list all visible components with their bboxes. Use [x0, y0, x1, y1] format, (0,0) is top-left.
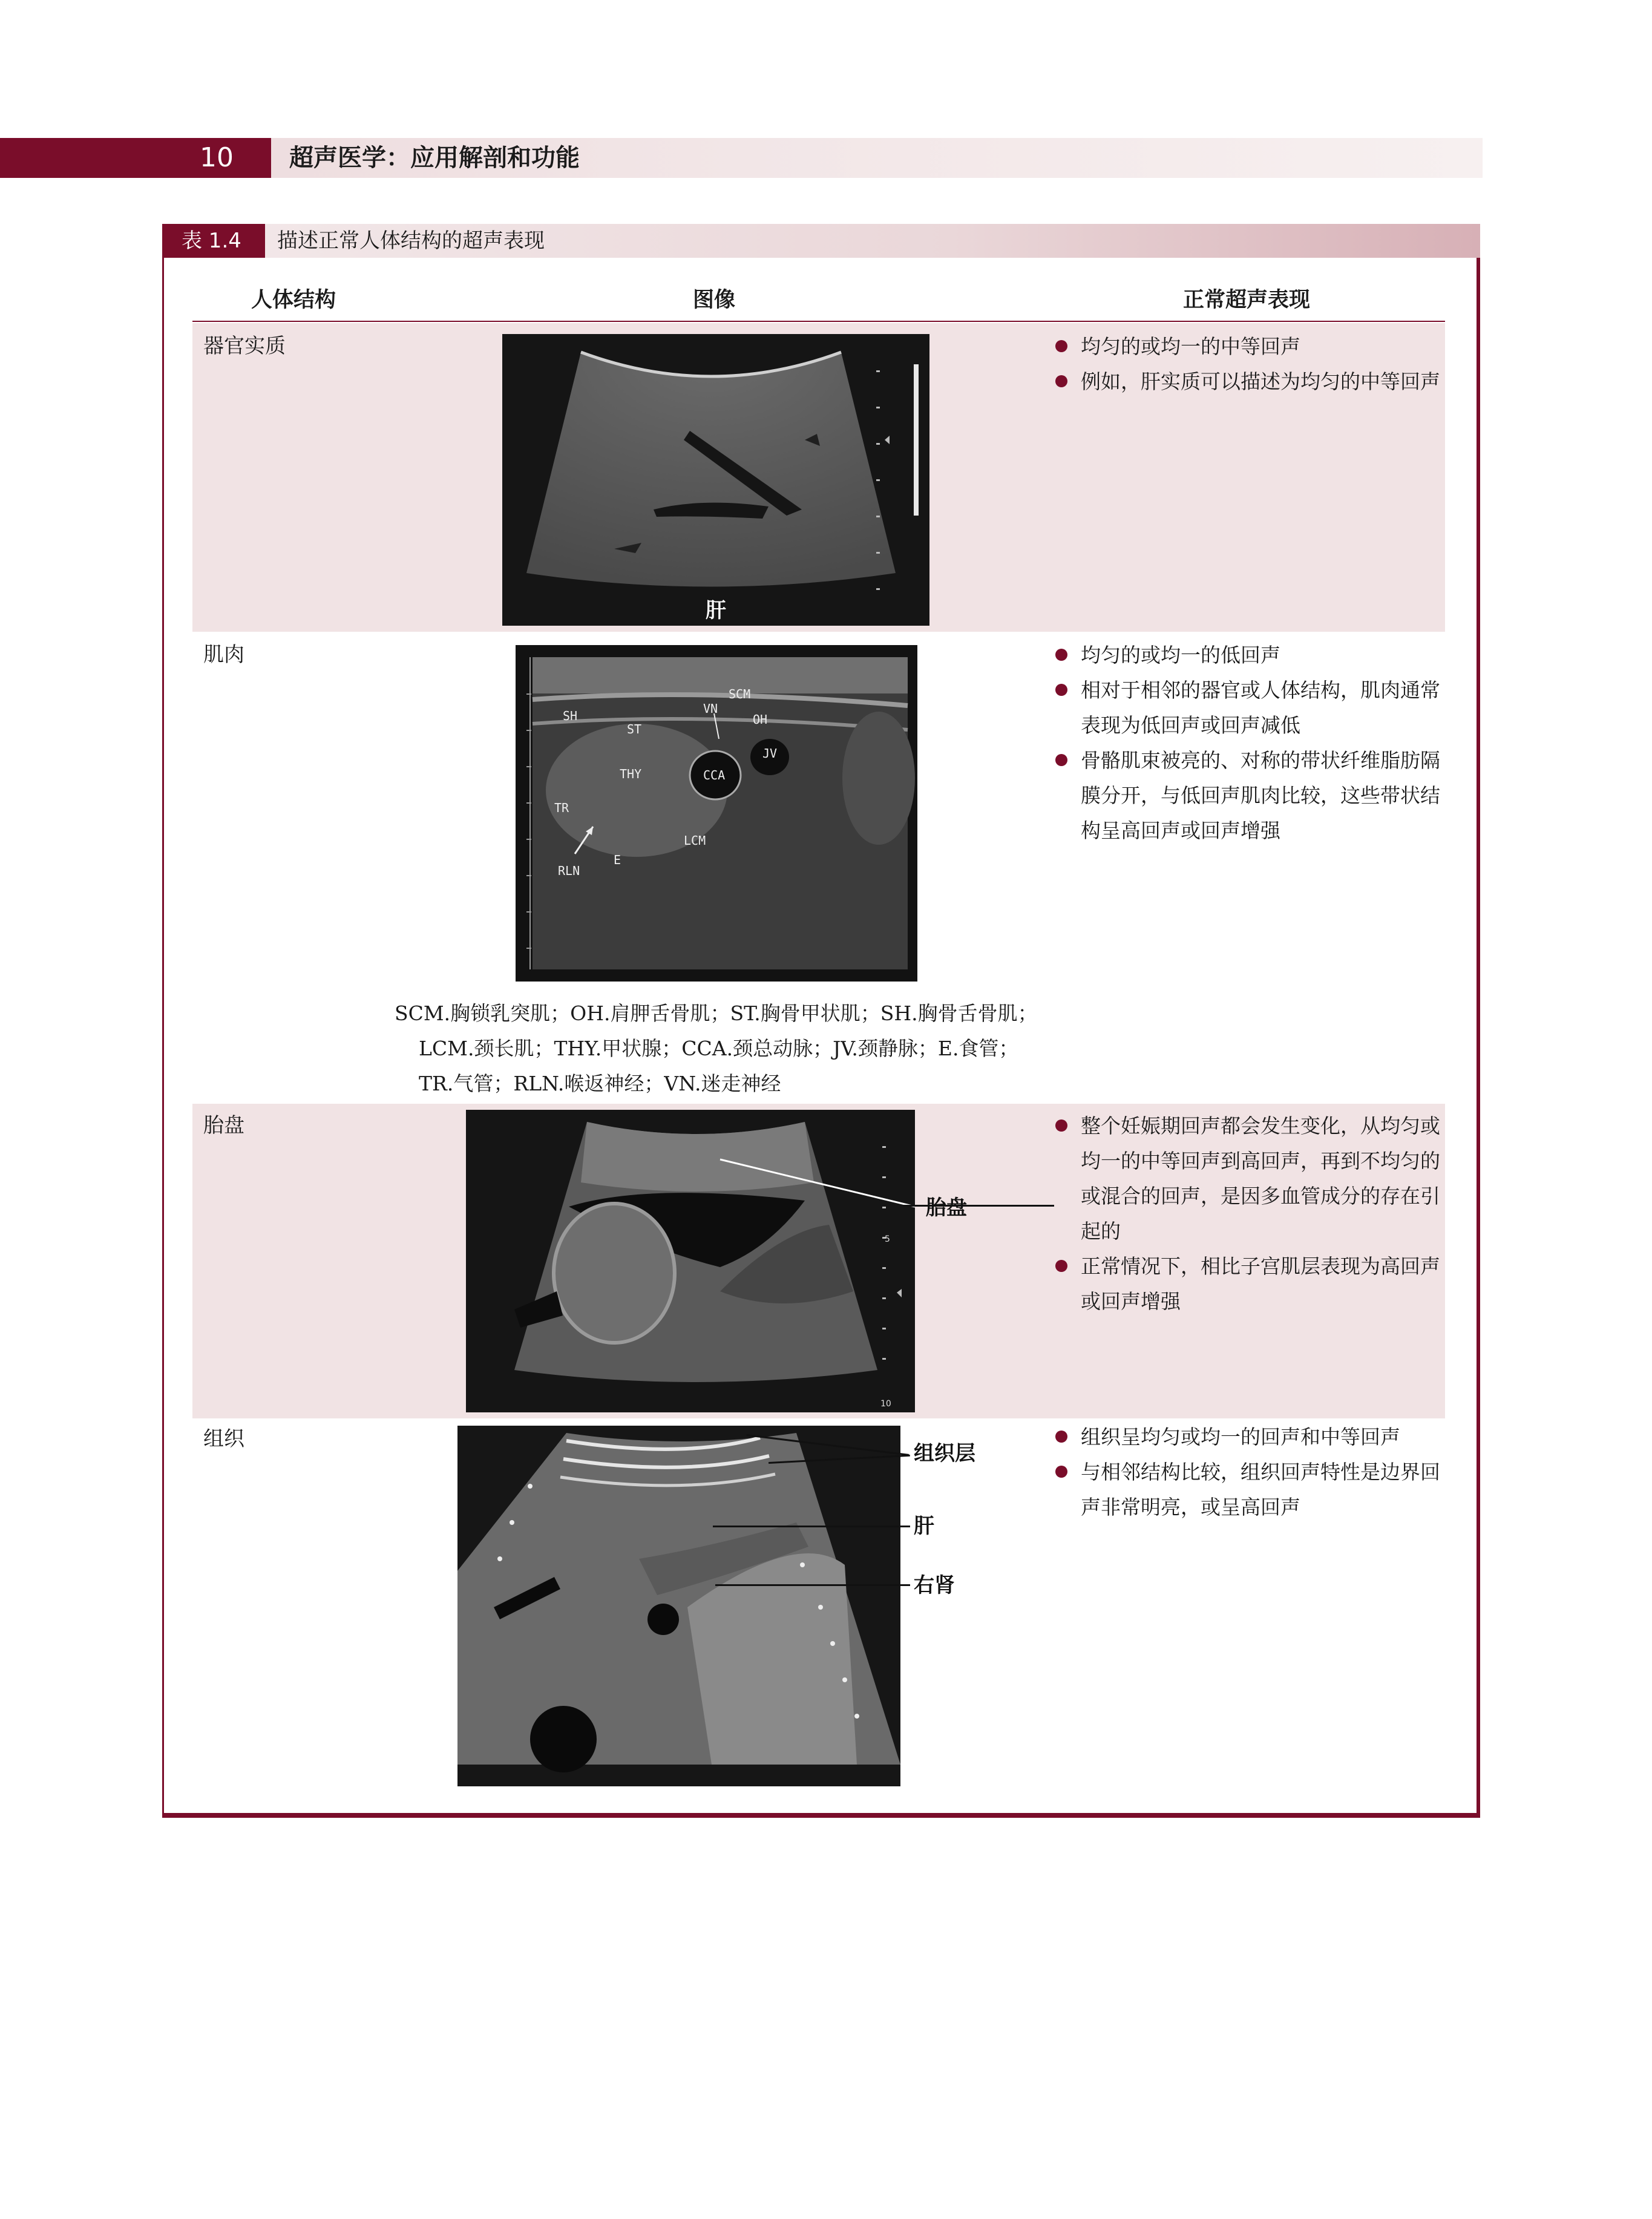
column-header-structure: 人体结构 [251, 288, 336, 312]
liver-image-label: 肝 [706, 598, 726, 623]
bullet-item: 例如，肝实质可以描述为均匀的中等回声 [1054, 364, 1441, 399]
callout-right-kidney: 右肾 [914, 1573, 955, 1598]
column-header-image: 图像 [692, 288, 735, 312]
header-rule [192, 321, 1445, 322]
bullets-placenta [1054, 1109, 1441, 1319]
bullet-item: 骨骼肌束被亮的、对称的带状纤维脂肪隔膜分开，与低回声肌肉比较，这些带状结构呈高回声或回声增强 [1054, 743, 1441, 848]
bullet-dot-icon [1055, 754, 1067, 766]
label-vn: VN [703, 701, 718, 716]
bullet-item: 相对于相邻的器官或人体结构，肌肉通常表现为低回声或回声减低 [1054, 673, 1441, 743]
bullets-organ [1054, 329, 1441, 399]
bullet-dot-icon [1055, 684, 1067, 696]
bullet-item: 正常情况下，相比子宫肌层表现为高回声或回声增强 [1054, 1249, 1441, 1319]
row-label-placenta: 胎盘 [203, 1113, 244, 1138]
bullet-dot-icon [1055, 340, 1067, 352]
caption-line: LCM.颈长肌；THY.甲状腺；CCA.颈总动脉；JV.颈静脉；E.食管； [419, 1037, 1019, 1060]
column-header-appearance: 正常超声表现 [1182, 288, 1310, 312]
bullet-dot-icon [1055, 1466, 1067, 1478]
row-label-tissue: 组织 [203, 1427, 244, 1451]
callout-placenta: 胎盘 [926, 1196, 967, 1220]
label-thy: THY [620, 767, 642, 781]
kidney-callout-line [715, 1584, 910, 1586]
table-label: 表 1.4 [182, 229, 241, 253]
bullet-dot-icon [1055, 1431, 1067, 1443]
depth-mark-5: 5 [885, 1234, 890, 1244]
bullet-item: 与相邻结构比较，组织回声特性是边界回声非常明亮，或呈高回声 [1054, 1455, 1441, 1525]
tissue-ultrasound-image [457, 1426, 900, 1786]
bullets-tissue [1054, 1420, 1441, 1525]
depth-mark-10: 10 [880, 1399, 891, 1409]
row-label-organ: 器官实质 [203, 334, 286, 358]
label-tr: TR [554, 801, 569, 815]
label-st: ST [627, 722, 642, 736]
callout-liver: 肝 [914, 1514, 934, 1538]
bullet-dot-icon [1055, 375, 1067, 387]
row-label-muscle: 肌肉 [203, 643, 244, 667]
caption-line: SCM.胸锁乳突肌；OH.肩胛舌骨肌；ST.胸骨甲状肌；SH.胸骨舌骨肌； [395, 1001, 1038, 1025]
muscle-abbreviation-caption [395, 996, 1048, 1101]
bullet-item: 均匀的或均一的低回声 [1054, 638, 1441, 673]
table-caption: 描述正常人体结构的超声表现 [277, 229, 545, 253]
label-cca: CCA [703, 768, 726, 782]
bullet-dot-icon [1055, 1260, 1067, 1272]
label-sh: SH [563, 709, 578, 723]
placenta-ultrasound-image [466, 1110, 915, 1412]
bullet-dot-icon [1055, 1119, 1067, 1132]
label-lcm: LCM [684, 833, 706, 848]
bullet-item: 组织呈均匀或均一的回声和中等回声 [1054, 1420, 1441, 1455]
label-scm: SCM [729, 687, 751, 701]
caption-line: TR.气管；RLN.喉返神经；VN.迷走神经 [419, 1072, 781, 1095]
label-rln: RLN [558, 864, 580, 878]
page-number: 10 [200, 142, 234, 173]
neck-ultrasound-image [516, 645, 917, 982]
label-e: E [614, 853, 621, 867]
liver-ultrasound-image [502, 334, 929, 626]
label-jv: JV [762, 746, 778, 761]
book-title: 超声医学：应用解剖和功能 [289, 144, 580, 172]
bullet-dot-icon [1055, 649, 1067, 661]
bullet-item: 均匀的或均一的中等回声 [1054, 329, 1441, 364]
bullet-item: 整个妊娠期回声都会发生变化，从均匀或均一的中等回声到高回声，再到不均匀的或混合的回声，是因多血管成分的存在引起的 [1054, 1109, 1441, 1249]
label-oh: OH [753, 712, 768, 727]
liver-callout-line [713, 1526, 910, 1527]
bullets-muscle [1054, 638, 1441, 848]
callout-tissue-layer: 组织层 [914, 1441, 975, 1466]
